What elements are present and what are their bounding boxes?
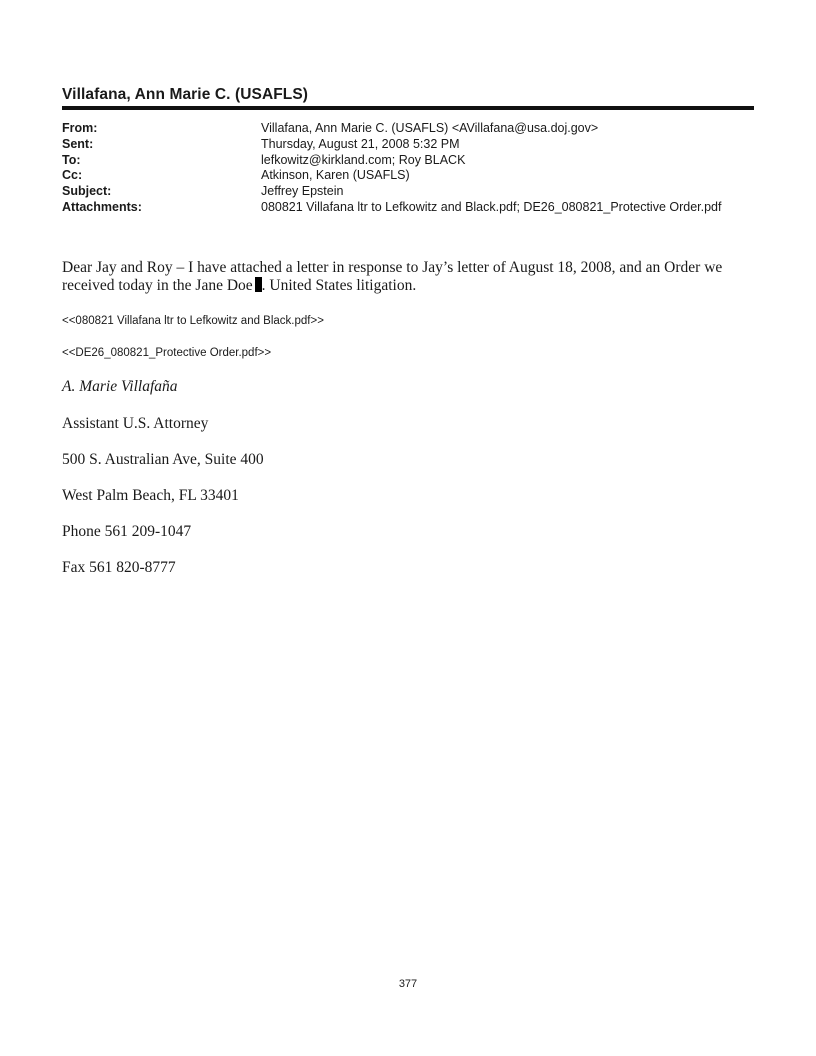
header-row-subject (62, 184, 754, 200)
header-value: Atkinson, Karen (USAFLS) (261, 168, 410, 183)
header-value: Thursday, August 21, 2008 5:32 PM (261, 136, 460, 151)
signature-fax: Fax 561 820-8777 (62, 559, 176, 576)
header-label: Cc: (62, 168, 83, 183)
header-value: 080821 Villafana ltr to Lefkowitz and Black.pdf; DE26_080821_Protective Order.pdf (261, 199, 722, 214)
attachment-reference: <<080821 Villafana ltr to Lefkowitz and Black.pdf>> (62, 315, 324, 327)
header-label: Subject: (62, 184, 112, 199)
header-value: Villafana, Ann Marie C. (USAFLS) <AVillafana@usa.doj.gov> (261, 121, 599, 135)
signature-phone: Phone 561 209-1047 (62, 523, 192, 540)
header-row-to (62, 153, 754, 169)
page-number: 377 (398, 978, 418, 990)
header-value: Jeffrey Epstein (261, 184, 344, 199)
signature-address-line1: 500 S. Australian Ave, Suite 400 (62, 451, 264, 468)
signature-name: A. Marie Villafaña (62, 378, 178, 395)
header-value: lefkowitz@kirkland.com; Roy BLACK (261, 152, 466, 167)
header-row-cc (62, 168, 754, 184)
heading-rule (62, 106, 754, 110)
signature-address-line2: West Palm Beach, FL 33401 (62, 487, 239, 504)
sender-heading: Villafana, Ann Marie C. (USAFLS) (62, 86, 309, 103)
body-text-before-redaction: Dear Jay and Roy – I have attached a letter in response to Jay’s letter of August 18, 2008, and an Order we received today in the Jane Doe (62, 259, 723, 294)
header-row-attachments (62, 200, 754, 216)
redaction-block (255, 277, 262, 292)
header-label: Attachments: (62, 199, 142, 214)
attachment-reference: <<DE26_080821_Protective Order.pdf>> (62, 347, 272, 359)
header-label: Sent: (62, 136, 94, 151)
header-row-from (62, 121, 754, 137)
body-text-after-redaction: . United States litigation. (261, 277, 417, 294)
header-label: From: (62, 121, 98, 135)
signature-title: Assistant U.S. Attorney (62, 415, 209, 432)
header-label: To: (62, 152, 81, 167)
email-headers (62, 121, 754, 216)
email-body (62, 259, 742, 295)
header-row-sent (62, 137, 754, 153)
